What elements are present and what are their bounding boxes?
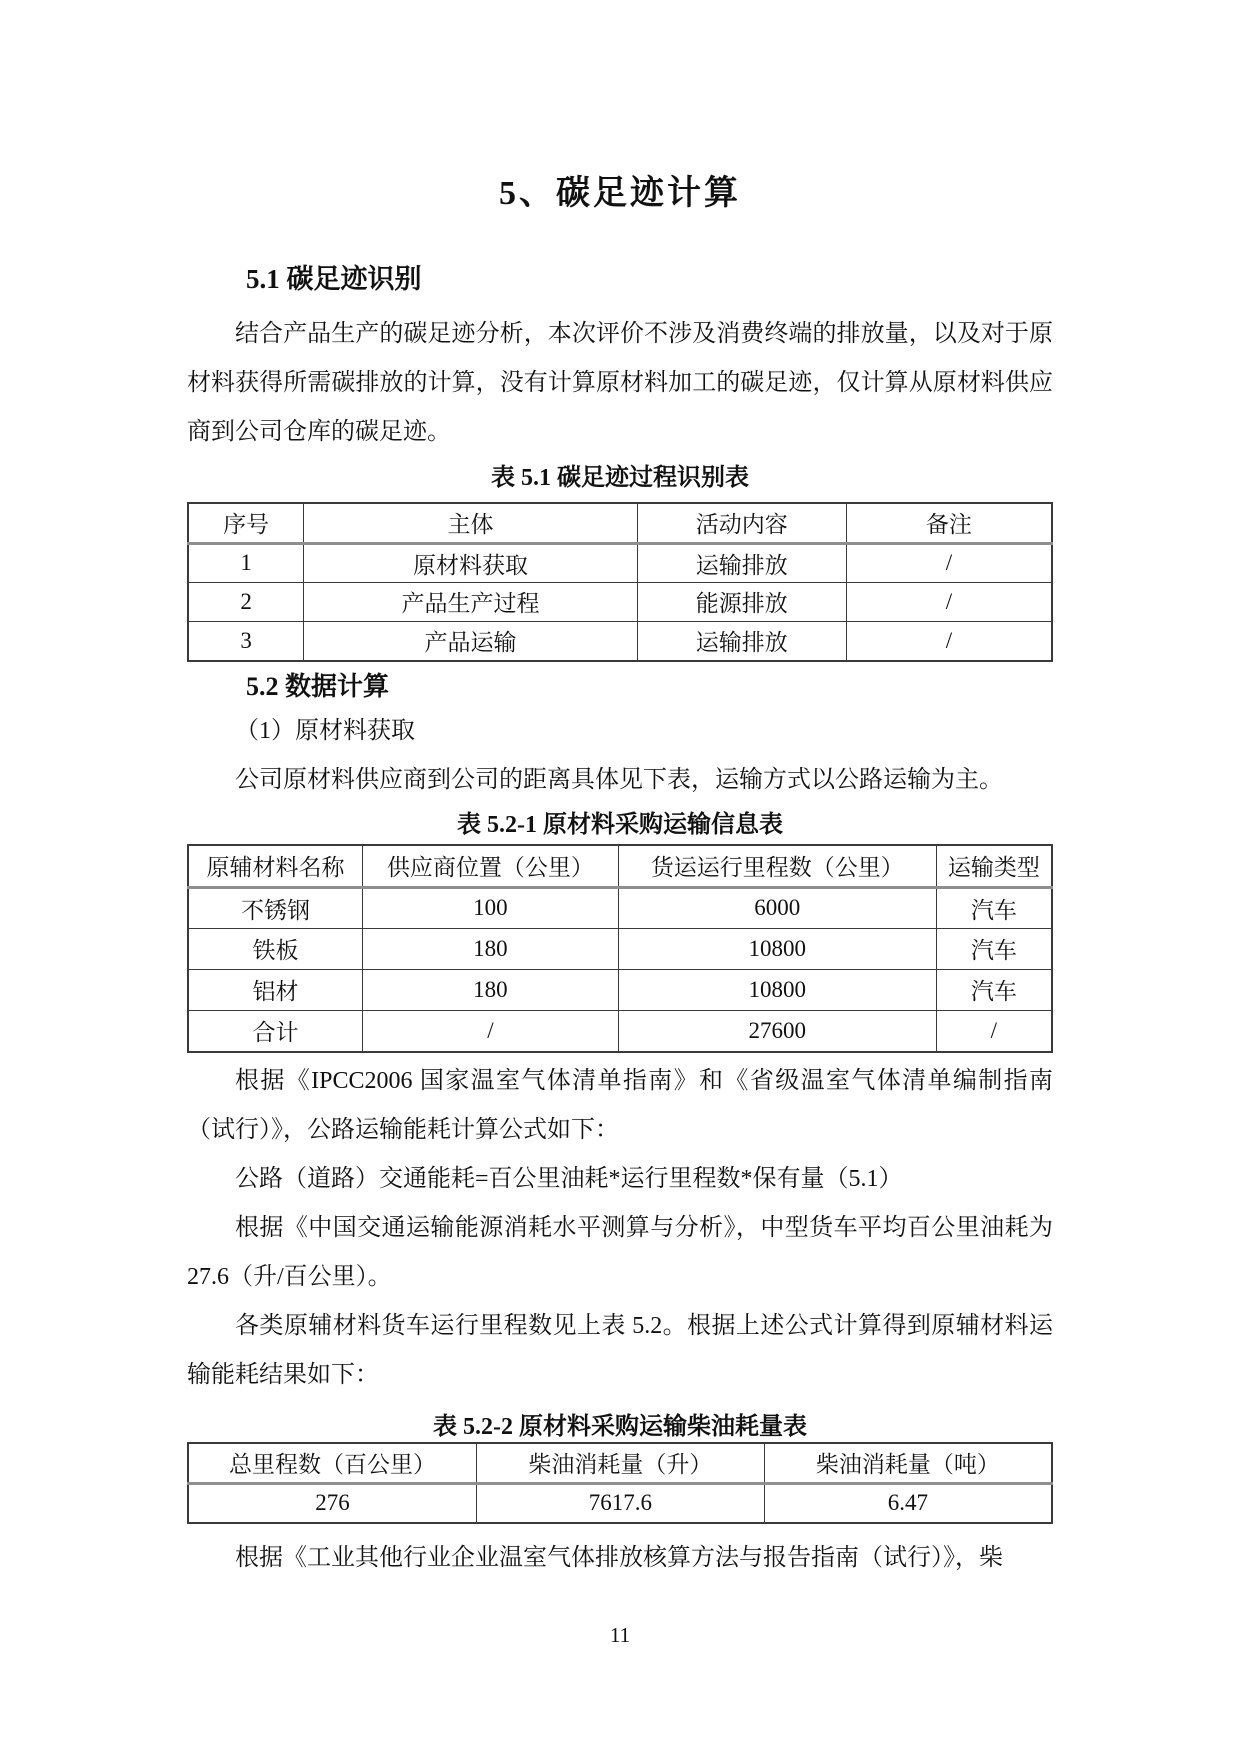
table-cell: 276 (188, 1483, 477, 1523)
table-cell: 2 (188, 582, 304, 621)
paragraph-intro: 公司原材料供应商到公司的距离具体见下表，运输方式以公路运输为主。 (235, 767, 1003, 793)
table-cell: 汽车 (936, 928, 1052, 969)
paragraph-final: 根据《工业其他行业企业温室气体排放核算方法与报告指南（试行）》，柴 (235, 1545, 1003, 1571)
table-cell: 6.47 (764, 1483, 1052, 1523)
table-cell: 27600 (618, 1010, 936, 1052)
table-cell: 汽车 (936, 887, 1052, 928)
table-cell: 能源排放 (637, 582, 846, 621)
table-cell: 汽车 (936, 969, 1052, 1010)
table-cell: 180 (363, 969, 619, 1010)
table-row (188, 928, 1052, 969)
table-cell: 原辅材料名称 (188, 845, 363, 887)
table-5-2-1 (187, 844, 1053, 1053)
table-row (188, 621, 1052, 661)
table-cell: 总里程数（百公里） (188, 1443, 477, 1483)
table-row (188, 503, 1052, 543)
table-cell: 货运运行里程数（公里） (618, 845, 936, 887)
table-cell: / (846, 621, 1052, 661)
table-cell: 180 (363, 928, 619, 969)
table-row (188, 887, 1052, 928)
table-cell: 活动内容 (637, 503, 846, 543)
table-cell: 供应商位置（公里） (363, 845, 619, 887)
document-title: 5、碳足迹计算 (499, 175, 741, 212)
table-row (188, 1010, 1052, 1052)
table-cell: 铁板 (188, 928, 363, 969)
table-cell: 原材料获取 (304, 543, 638, 582)
paragraph-ipcc: 根据《IPCC2006 国家温室气体清单指南》和《省级温室气体清单编制指南（试行）》，公路运输能耗计算公式如下： (187, 1068, 1053, 1143)
table-row (188, 969, 1052, 1010)
table-cell: 7617.6 (477, 1483, 765, 1523)
table-cell: 合计 (188, 1010, 363, 1052)
table-row (188, 543, 1052, 582)
table-5-2-2-caption: 表 5.2-2 原材料采购运输柴油耗量表 (433, 1414, 807, 1440)
table-cell: / (846, 543, 1052, 582)
table-cell: / (936, 1010, 1052, 1052)
table-cell: 产品生产过程 (304, 582, 638, 621)
heading-5-2: 5.2 数据计算 (246, 672, 390, 701)
table-cell: 1 (188, 543, 304, 582)
table-cell: 10800 (618, 969, 936, 1010)
table-cell: 序号 (188, 503, 304, 543)
paragraph-fuel: 根据《中国交通运输能源消耗水平测算与分析》，中型货车平均百公里油耗为 27.6（升/百公里）。 (187, 1215, 1053, 1290)
table-5-2-2 (187, 1442, 1053, 1524)
table-cell: 3 (188, 621, 304, 661)
table-cell: / (846, 582, 1052, 621)
table-cell: 备注 (846, 503, 1052, 543)
document-content (187, 0, 1053, 1583)
table-cell: / (363, 1010, 619, 1052)
paragraph-5-1: 结合产品生产的碳足迹分析，本次评价不涉及消费终端的排放量，以及对于原材料获得所需碳排放的计算，没有计算原材料加工的碳足迹，仅计算从原材料供应商到公司仓库的碳足迹。 (187, 321, 1053, 445)
paragraph-item-1: （1）原材料获取 (235, 718, 415, 744)
table-cell: 主体 (304, 503, 638, 543)
table-5-1 (187, 502, 1053, 662)
table-cell: 运输类型 (936, 845, 1052, 887)
table-cell: 10800 (618, 928, 936, 969)
table-row (188, 582, 1052, 621)
heading-5-1: 5.1 碳足迹识别 (246, 264, 422, 294)
table-5-1-caption: 表 5.1 碳足迹过程识别表 (491, 465, 749, 491)
table-cell: 运输排放 (637, 543, 846, 582)
table-cell: 100 (363, 887, 619, 928)
table-row (188, 845, 1052, 887)
table-5-2-1-caption: 表 5.2-1 原材料采购运输信息表 (457, 812, 783, 838)
page-number: 11 (609, 1623, 631, 1647)
paragraph-formula: 公路（道路）交通能耗=百公里油耗*运行里程数*保有量（5.1） (235, 1166, 903, 1192)
paragraph-calc: 各类原辅材料货车运行里程数见上表 5.2。根据上述公式计算得到原辅材料运输能耗结果如下： (187, 1313, 1053, 1388)
table-cell: 铝材 (188, 969, 363, 1010)
table-row (188, 1483, 1052, 1523)
table-cell: 运输排放 (637, 621, 846, 661)
table-cell: 产品运输 (304, 621, 638, 661)
table-cell: 柴油消耗量（吨） (764, 1443, 1052, 1483)
table-cell: 不锈钢 (188, 887, 363, 928)
table-cell: 柴油消耗量（升） (477, 1443, 765, 1483)
table-row (188, 1443, 1052, 1483)
table-cell: 6000 (618, 887, 936, 928)
